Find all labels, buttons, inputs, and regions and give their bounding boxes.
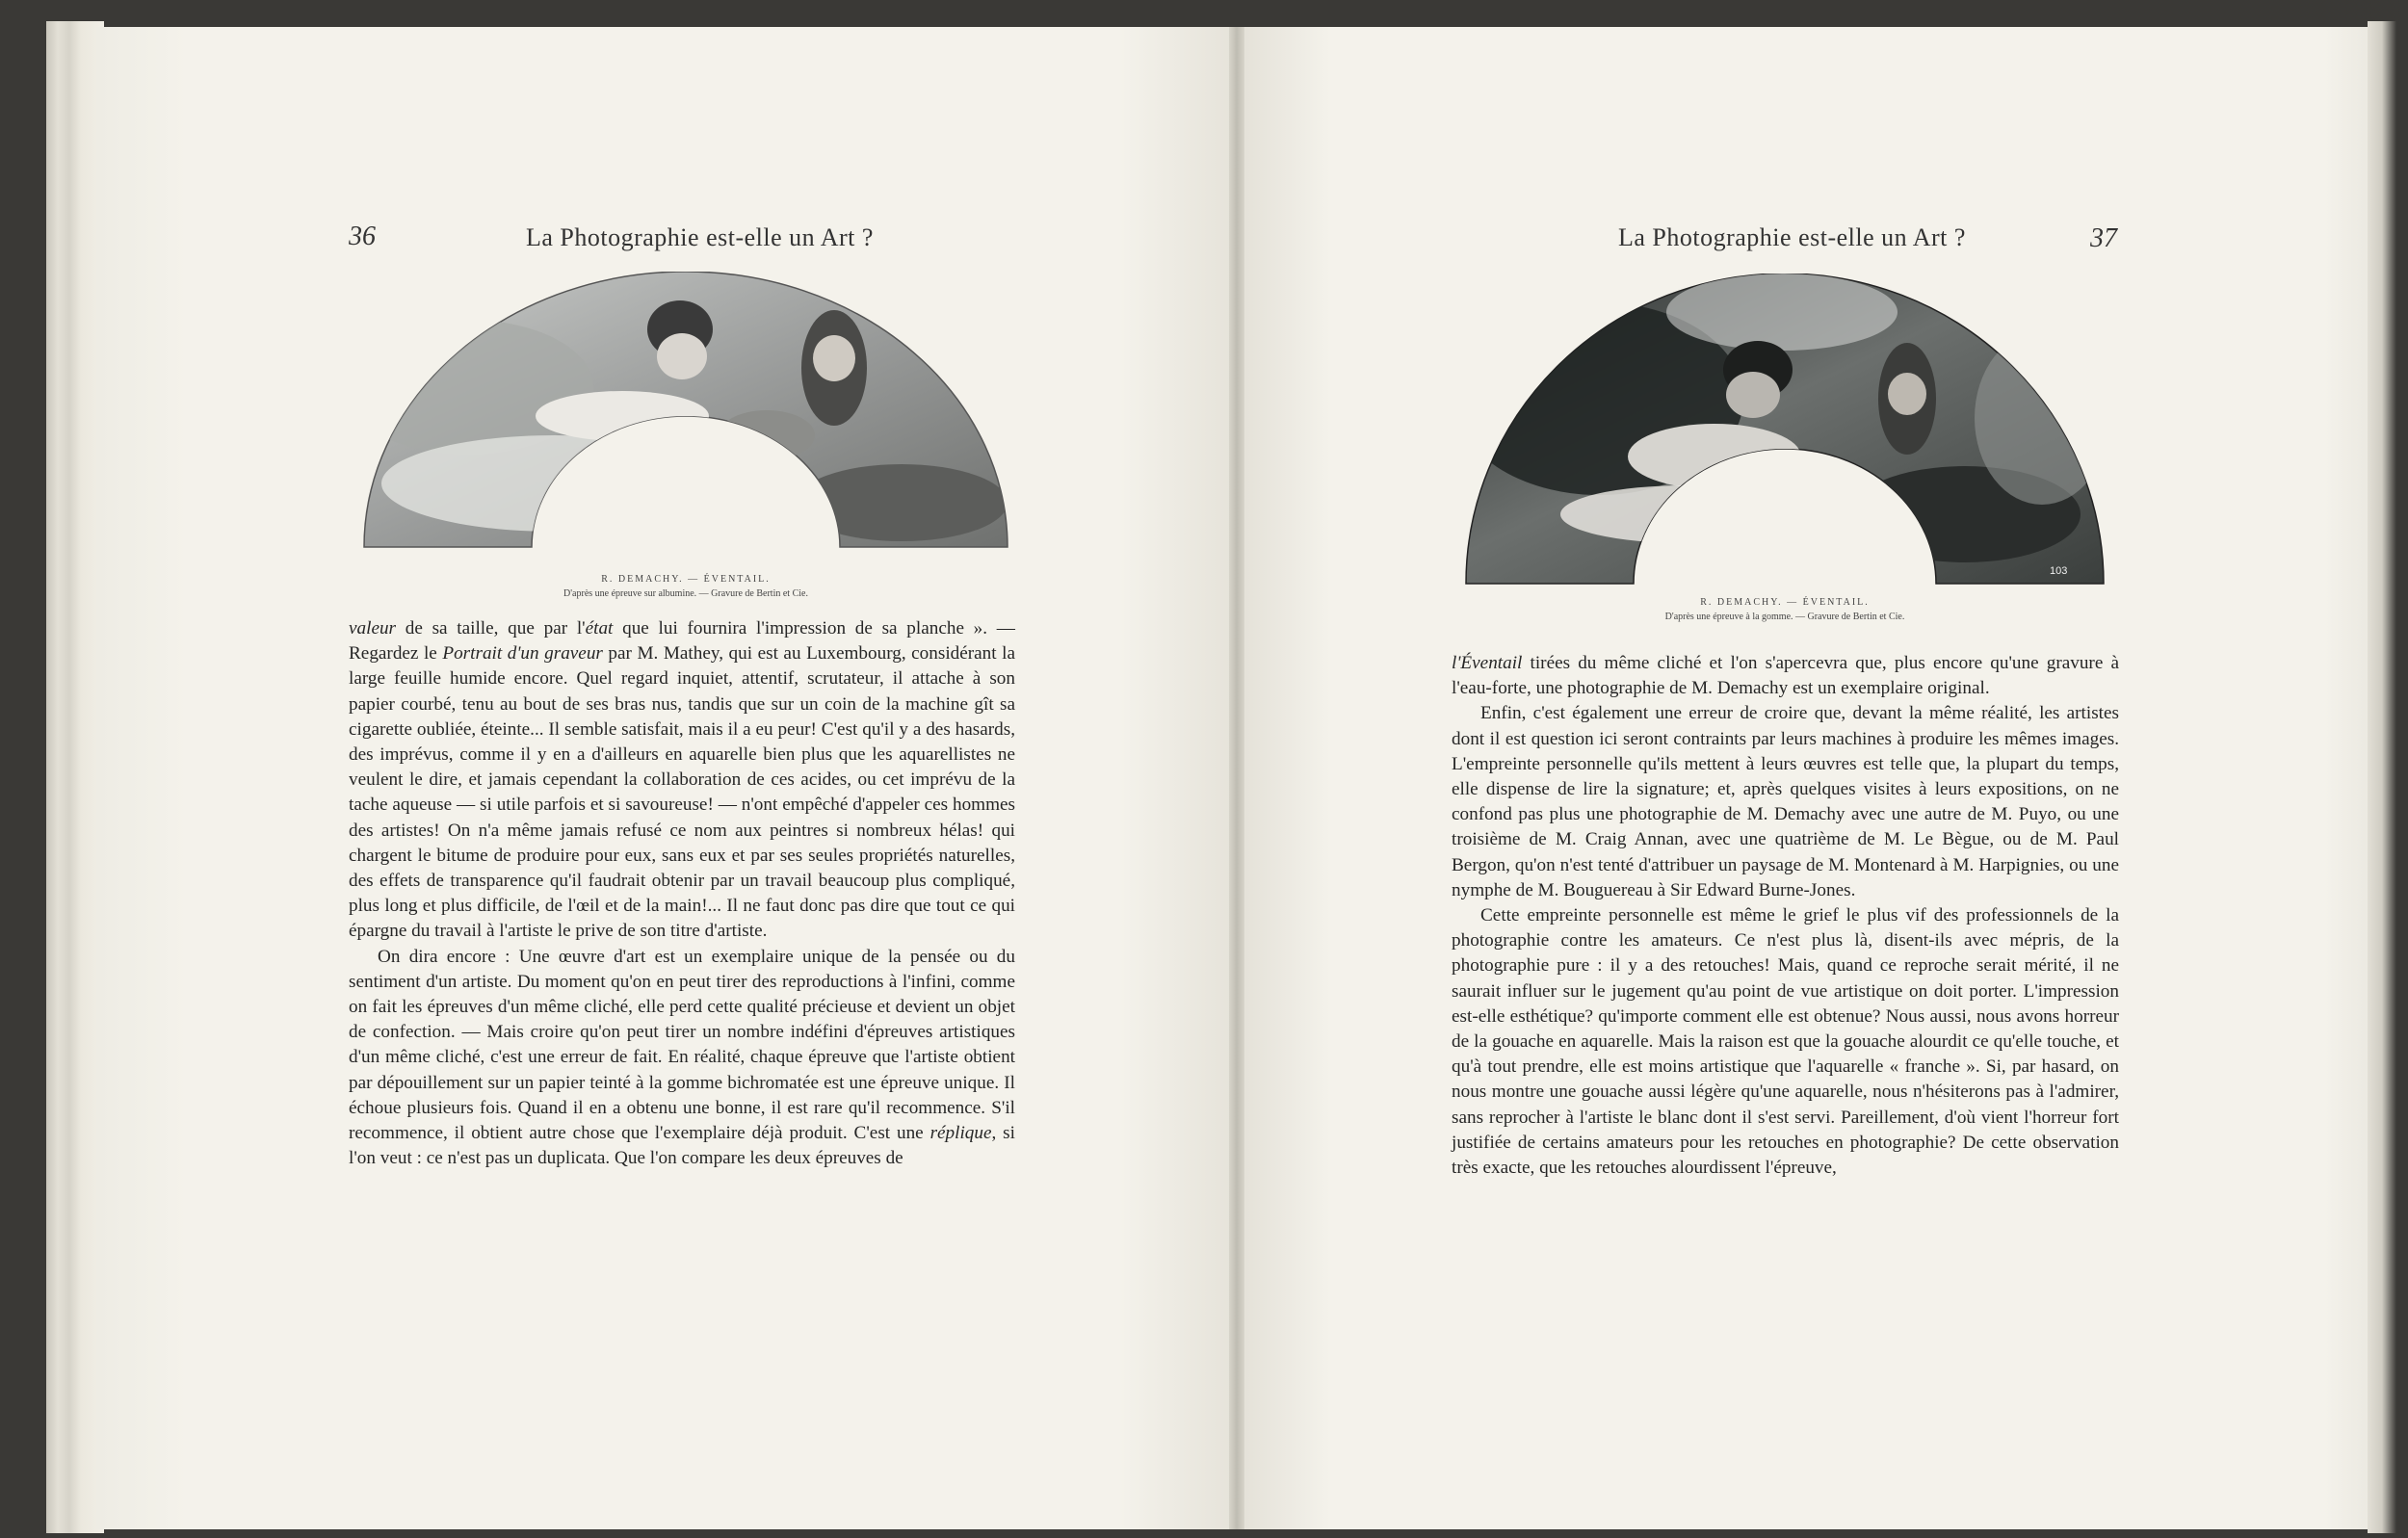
- italic-valeur: valeur: [349, 618, 397, 639]
- right-body-text: [1452, 651, 2119, 1181]
- italic-portrait-title: Portrait d'un graveur: [442, 643, 603, 665]
- italic-eventail: l'Éventail: [1452, 653, 1523, 673]
- text-run: que lui fournira l'impression de sa planche ». — Regardez le: [349, 618, 1015, 665]
- text-run: Enfin, c'est également une erreur de croire que, devant la même réalité, les artistes dont il est question ici seront contraints par leurs machines à produire les mêmes images. L'empreinte personnelle qu'ils mettent à leurs œuvres est telle que, la plupart du temps, elle dispense de lire la signature; et, après quelques visites à leurs expositions, on ne confond pas plus une photographie de M. Demachy avec une autre de M. Puyo, ou une troisième de M. Craig Annan, avec une quatrième de M. Le Bègue, ou de M. Paul Bergon, qu'on n'est tenté d'attribuer un paysage de M. Montenard à M. Harpignies, ou une nymphe de M. Bouguereau à Sir Edward Burne-Jones.: [1452, 703, 2119, 900]
- right-paragraph-3: [1452, 903, 2119, 1181]
- right-page-number: 37: [2090, 223, 2117, 253]
- left-body-text: [349, 616, 1015, 1171]
- italic-etat: état: [585, 618, 614, 639]
- left-fan-photograph: [362, 272, 1009, 551]
- right-paragraph-1: [1452, 651, 2119, 701]
- text-run: par M. Mathey, qui est au Luxembourg, considérant la large feuille humide encore. Quel regard inquiet, attentif, scrutateur, il attache à son papier courbé, tenu au bout de ses bras nus, tandis que sur un coin de la machine gît sa cigarette oubliée, éteinte... Il semble satisfait, mais il a eu peur! C'est qu'il y a des hasards, des imprévus, comme il y en a d'ailleurs en aquarelle bien plus que les aquarellistes ne veulent le dire, et jamais cependant la collaboration de ces acides, ou cet imprévu de la tache aqueuse — si utile parfois et si savoureuse! — n'ont empêché d'appeler ces hommes des artistes! On n'a même jamais refusé ce nom aux peintres si nombreux hélas! qui chargent le bitume de produire pour eux, sans eux et par ses seules propriétés naturelles, des effets de transparence qu'il faudrait obtenir par un travail beaucoup plus compliqué, plus long et plus difficile, de l'œil et de la main!... Il ne faut donc pas dire que tout ce qui épargne du travail à l'artiste le prive de son titre d'artiste.: [349, 643, 1015, 942]
- right-running-title: La Photographie est-elle un Art ?: [1618, 223, 1966, 251]
- right-fan-caption: [1464, 597, 2106, 622]
- text-run: tirées du même cliché et l'on s'apercevra que, plus encore qu'une gravure à l'eau-forte, une photographie de M. Demachy est un exemplaire original.: [1452, 653, 2119, 699]
- text-run: de sa taille, que par l': [396, 618, 586, 639]
- right-caption-credit: D'après une épreuve à la gomme. — Gravure de Bertin et Cie.: [1664, 612, 1905, 622]
- left-paragraph-2: [349, 945, 1015, 1172]
- left-page-number: 36: [349, 222, 376, 251]
- right-page-edge: [2368, 21, 2396, 1533]
- left-paragraph-1: [349, 616, 1015, 945]
- text-run: On dira encore : Une œuvre d'art est un exemplaire unique de la pensée ou du sentiment d'un artiste. Du moment qu'on en peut tirer des reproductions à l'infini, comme on fait les épreuves d'un même cliché, elle perd cette qualité précieuse et devient un objet de confection. — Mais croire qu'on peut tirer un nombre indéfini d'épreuves artistiques d'un même cliché, c'est une erreur de fait. En réalité, chaque épreuve que l'artiste obtient par dépouillement sur un papier teinté à la gomme bichromatée est une épreuve unique. Il échoue plusieurs fois. Quand il en a obtenu une bonne, il est rare qu'il recommence. S'il recommence, il obtient autre chose que l'exemplaire déjà produit. C'est une: [349, 946, 1015, 1144]
- page-block-edge: [46, 21, 104, 1533]
- right-plate-number: 103: [2050, 565, 2068, 577]
- left-fan-caption: [362, 574, 1009, 599]
- right-paragraph-2: [1452, 701, 2119, 903]
- book-gutter: [1229, 27, 1244, 1529]
- left-running-title: La Photographie est-elle un Art ?: [526, 223, 874, 251]
- italic-replique: réplique: [929, 1123, 992, 1144]
- text-run: Cette empreinte personnelle est même le grief le plus vif des professionnels de la photographie contre les amateurs. Ce n'est plus là, disent-ils avec mépris, de la photographie pure : il y a des retouches! Mais, quand ce reproche serait mérité, il ne saurait influer sur le jugement qu'au point de vue artistique on doit porter. L'impression est-elle esthétique? qu'importe comment elle est obtenue? Nous aussi, nous avons horreur de la gouache en aquarelle. Mais la raison est que la gouache alourdit ce qu'elle touche, et qu'à tout prendre, elle est moins artistique que l'aquarelle « franche ». Si, par hasard, on nous montre une gouache aussi légère qu'une aquarelle, nous n'hésiterons pas à l'admirer, sans reprocher à l'artiste le blanc dont il s'est servi. Pareillement, d'où vient l'horreur fort justifiée de certains amateurs pour les retouches en photographie? De cette observation très exacte, que les retouches alourdissent l'épreuve,: [1452, 905, 2119, 1179]
- left-caption-credit: D'après une épreuve sur albumine. — Gravure de Bertin et Cie.: [563, 588, 808, 599]
- text-run: , si l'on veut : ce n'est pas un duplicata. Que l'on compare les deux épreuves de: [349, 1123, 1015, 1169]
- right-caption-title: R. DEMACHY. — ÉVENTAIL.: [1700, 597, 1870, 608]
- right-fan-photograph: [1464, 274, 2106, 587]
- left-caption-title: R. DEMACHY. — ÉVENTAIL.: [601, 574, 771, 585]
